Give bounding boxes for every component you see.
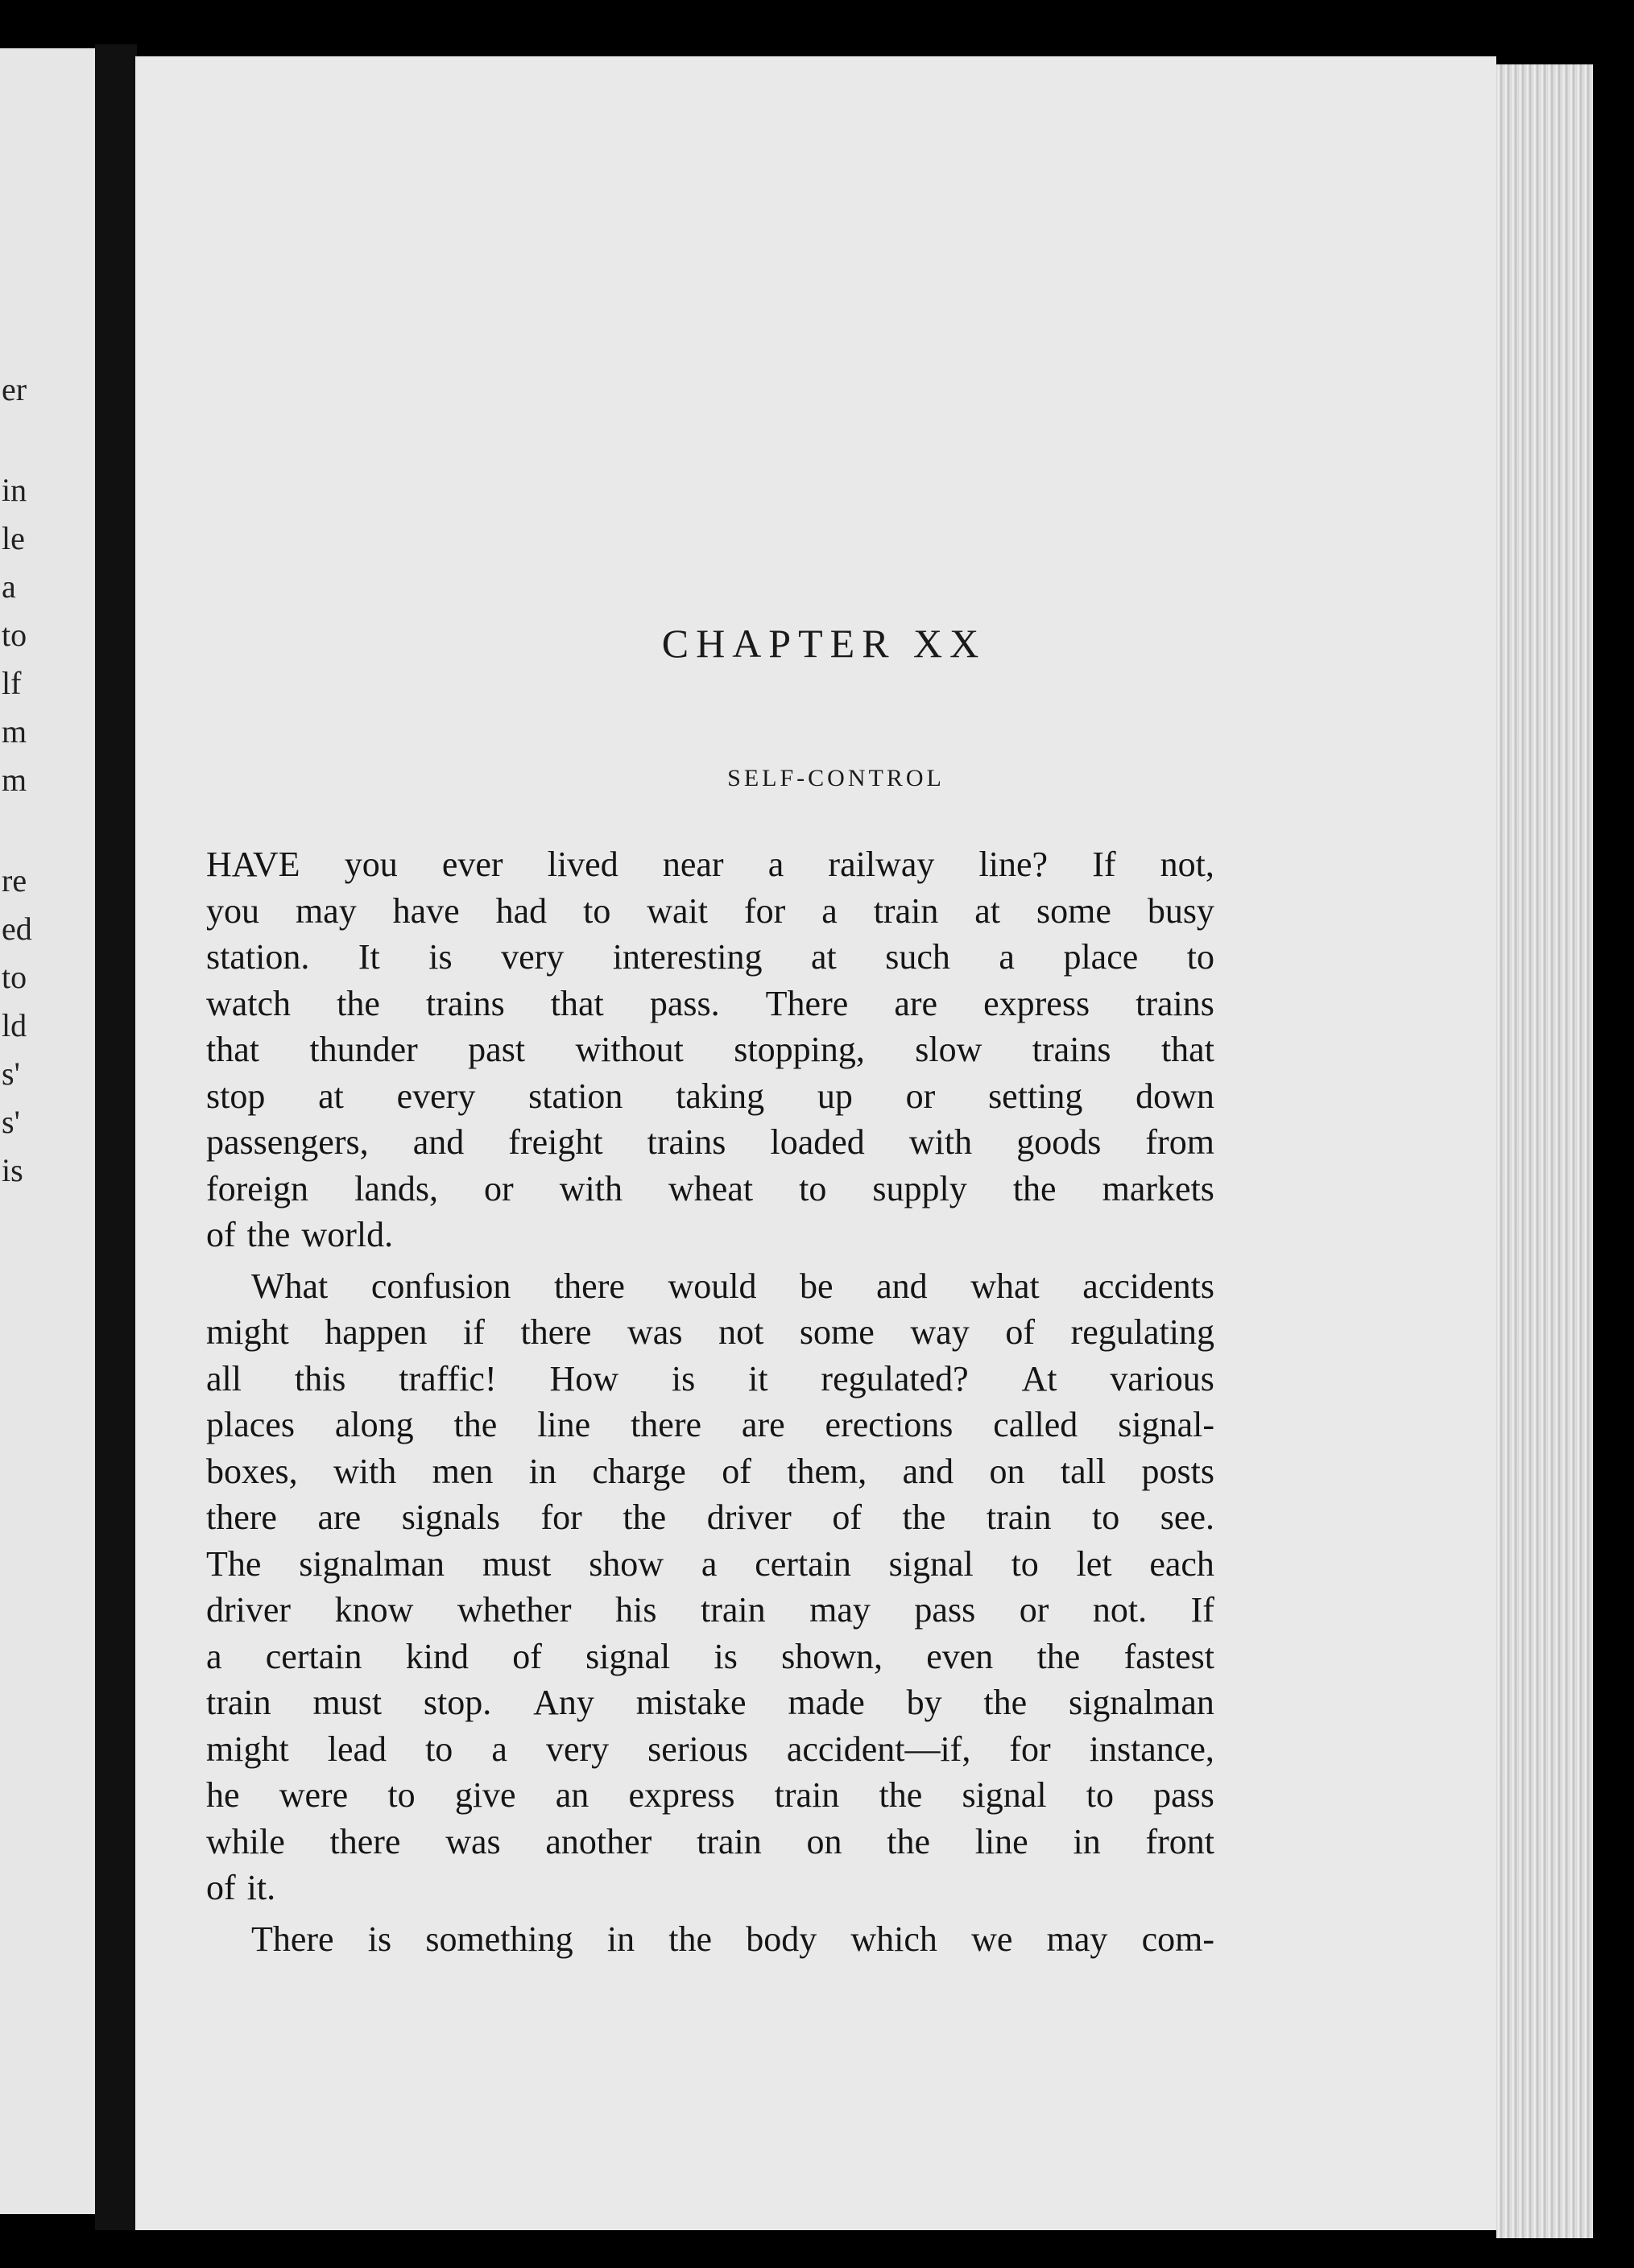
text-line: he were to give an express train the signal to pass — [206, 1775, 1214, 1815]
text-line: of it. — [206, 1868, 276, 1907]
text-line: foreign lands, or with wheat to supply the markets — [206, 1168, 1214, 1208]
text-line: of the world. — [206, 1215, 394, 1254]
text-line: station. It is very interesting at such a place to — [206, 937, 1214, 977]
text-line: What confusion there would be and what accidents — [251, 1266, 1214, 1306]
left-page-fragment: re — [2, 862, 27, 899]
left-page-fragment: s' — [2, 1104, 20, 1140]
left-page-fragment: to — [2, 959, 27, 995]
paragraph — [206, 841, 1214, 1258]
text-line: a certain kind of signal is shown, even the fastest — [206, 1636, 1214, 1676]
left-page-fragment: er — [2, 371, 27, 407]
chapter-subtitle: SELF-CONTROL — [727, 765, 945, 791]
left-page-fragment: ld — [2, 1007, 27, 1043]
text-line: boxes, with men in charge of them, and on tall posts — [206, 1451, 1214, 1491]
text-line: The signalman must show a certain signal to let each — [206, 1543, 1214, 1584]
left-page-fragment: in — [2, 472, 27, 508]
left-page-fragment: s' — [2, 1056, 20, 1092]
text-line: while there was another train on the line in front — [206, 1821, 1214, 1861]
book-gutter — [95, 44, 137, 2230]
body-text — [206, 841, 1214, 1962]
left-page-fragment: ed — [2, 911, 32, 947]
text-line: places along the line there are erections called signal- — [206, 1405, 1214, 1444]
left-page-fragment: is — [2, 1152, 23, 1188]
book-page — [135, 56, 1496, 2230]
paragraph — [206, 1916, 1214, 1963]
paragraph — [206, 1263, 1214, 1911]
text-line: There is something in the body which we may com- — [251, 1919, 1214, 1959]
text-line: might happen if there was not some way of regulating — [206, 1312, 1214, 1352]
text-line: watch the trains that pass. There are express trains — [206, 983, 1214, 1023]
left-facing-page — [0, 48, 97, 2214]
page-edges — [1496, 64, 1593, 2238]
left-page-fragment: lf — [2, 665, 22, 701]
text-line: HAVE you ever lived near a railway line? If not, — [206, 845, 1214, 884]
left-page-fragment: a — [2, 568, 16, 605]
text-line: train must stop. Any mistake made by the signalman — [206, 1683, 1214, 1722]
left-page-fragment: m — [2, 762, 27, 798]
left-page-fragment: to — [2, 617, 27, 653]
left-page-fragment: m — [2, 713, 27, 750]
text-line: passengers, and freight trains loaded with goods from — [206, 1122, 1214, 1162]
text-line: all this traffic! How is it regulated? At various — [206, 1358, 1214, 1398]
text-line: might lead to a very serious accident—if, for instance, — [206, 1729, 1214, 1769]
text-line: there are signals for the driver of the train to see. — [206, 1498, 1214, 1537]
text-line: that thunder past without stopping, slow trains that — [206, 1030, 1214, 1069]
text-line: you may have had to wait for a train at some busy — [206, 890, 1214, 931]
text-line: stop at every station taking up or setting down — [206, 1076, 1214, 1116]
left-page-fragment: le — [2, 520, 25, 556]
text-line: driver know whether his train may pass or not. If — [206, 1590, 1214, 1630]
chapter-title: CHAPTER XX — [661, 621, 987, 666]
